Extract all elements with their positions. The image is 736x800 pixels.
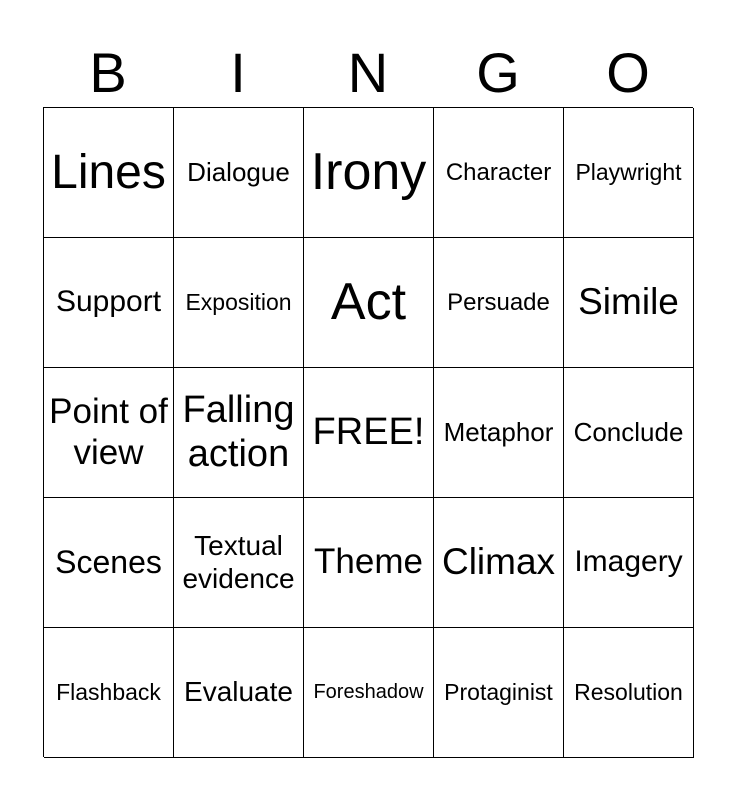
bingo-cell[interactable]: Resolution xyxy=(564,628,694,758)
header-letter-o: O xyxy=(606,41,650,104)
bingo-cell[interactable]: Point of view xyxy=(44,368,174,498)
header-letter-b: B xyxy=(89,41,127,104)
header-letter-g: G xyxy=(476,41,520,104)
bingo-cell[interactable]: Falling action xyxy=(174,368,304,498)
bingo-cell[interactable]: Lines xyxy=(44,108,174,238)
bingo-cell[interactable]: Conclude xyxy=(564,368,694,498)
bingo-cell[interactable]: Act xyxy=(304,238,434,368)
bingo-cell[interactable]: Foreshadow xyxy=(304,628,434,758)
bingo-cell[interactable]: Dialogue xyxy=(174,108,304,238)
bingo-cell[interactable]: Theme xyxy=(304,498,434,628)
bingo-cell[interactable]: Exposition xyxy=(174,238,304,368)
header-letter-n: N xyxy=(347,41,389,104)
bingo-cell[interactable]: Irony xyxy=(304,108,434,238)
bingo-cell[interactable]: Playwright xyxy=(564,108,694,238)
bingo-cell[interactable]: Textual evidence xyxy=(174,498,304,628)
bingo-header xyxy=(43,40,693,106)
bingo-cell[interactable]: Character xyxy=(434,108,564,238)
bingo-cell[interactable]: Persuade xyxy=(434,238,564,368)
bingo-cell[interactable]: Protaginist xyxy=(434,628,564,758)
bingo-cell[interactable]: Metaphor xyxy=(434,368,564,498)
bingo-cell[interactable]: Flashback xyxy=(44,628,174,758)
bingo-cell[interactable]: Climax xyxy=(434,498,564,628)
free-space-cell[interactable]: FREE! xyxy=(304,368,434,498)
bingo-board xyxy=(43,107,693,757)
bingo-cell[interactable]: Scenes xyxy=(44,498,174,628)
bingo-cell[interactable]: Simile xyxy=(564,238,694,368)
bingo-cell[interactable]: Support xyxy=(44,238,174,368)
bingo-cell[interactable]: Imagery xyxy=(564,498,694,628)
bingo-cell[interactable]: Evaluate xyxy=(174,628,304,758)
header-letter-i: I xyxy=(230,41,246,104)
